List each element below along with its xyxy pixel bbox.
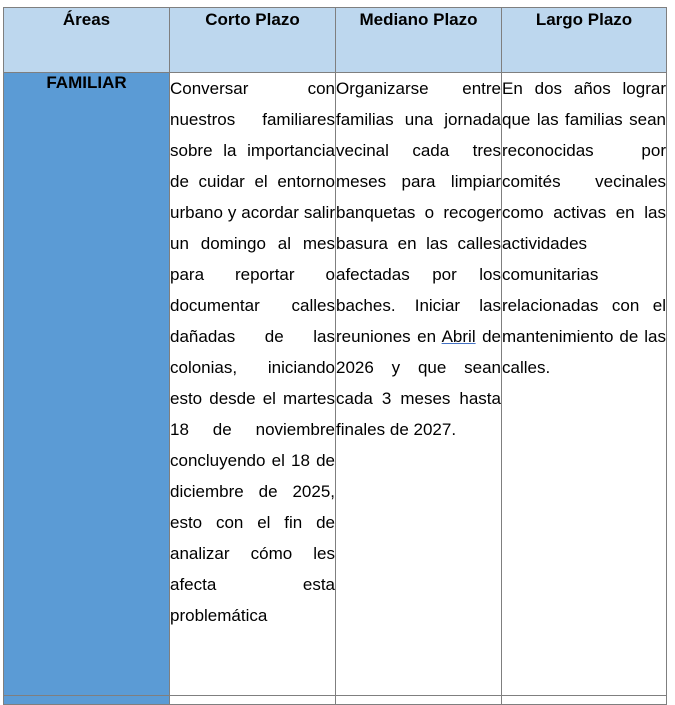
plan-table <box>3 7 667 705</box>
table-row <box>4 73 667 696</box>
mediano-text-b: de 2026 y que sean cada 3 meses hasta finales de 2027. <box>336 327 501 439</box>
corto-plazo-cell: Conversar con nuestros familiares sobre la importancia de cuidar el entorno urbano y acordar salir un domingo al mes para reportar o documentar calles dañadas de las colonias, iniciando esto desde el martes 18 de noviembre concluyendo el 18 de diciembre de 2025, esto con el fin de analizar cómo les afecta esta problemática <box>170 73 336 696</box>
area-cell: FAMILIAR <box>4 73 170 696</box>
header-largo-plazo: Largo Plazo <box>502 8 667 73</box>
header-row <box>4 8 667 73</box>
header-mediano-plazo: Mediano Plazo <box>336 8 502 73</box>
mediano-marked-word: Abril <box>441 327 476 346</box>
largo-plazo-cell: En dos años lograr que las familias sean reconocidas por comités vecinales como activas en las actividades comunitarias relacionadas con el mantenimiento de las calles. <box>502 73 667 696</box>
mediano-plazo-cell <box>336 73 502 696</box>
header-areas: Áreas <box>4 8 170 73</box>
mediano-text-a: Organizarse entre familias una jornada vecinal cada tres meses para limpiar banquetas o recoger basura en las calles afectadas por los baches. Iniciar las reuniones en <box>336 79 501 346</box>
header-corto-plazo: Corto Plazo <box>170 8 336 73</box>
